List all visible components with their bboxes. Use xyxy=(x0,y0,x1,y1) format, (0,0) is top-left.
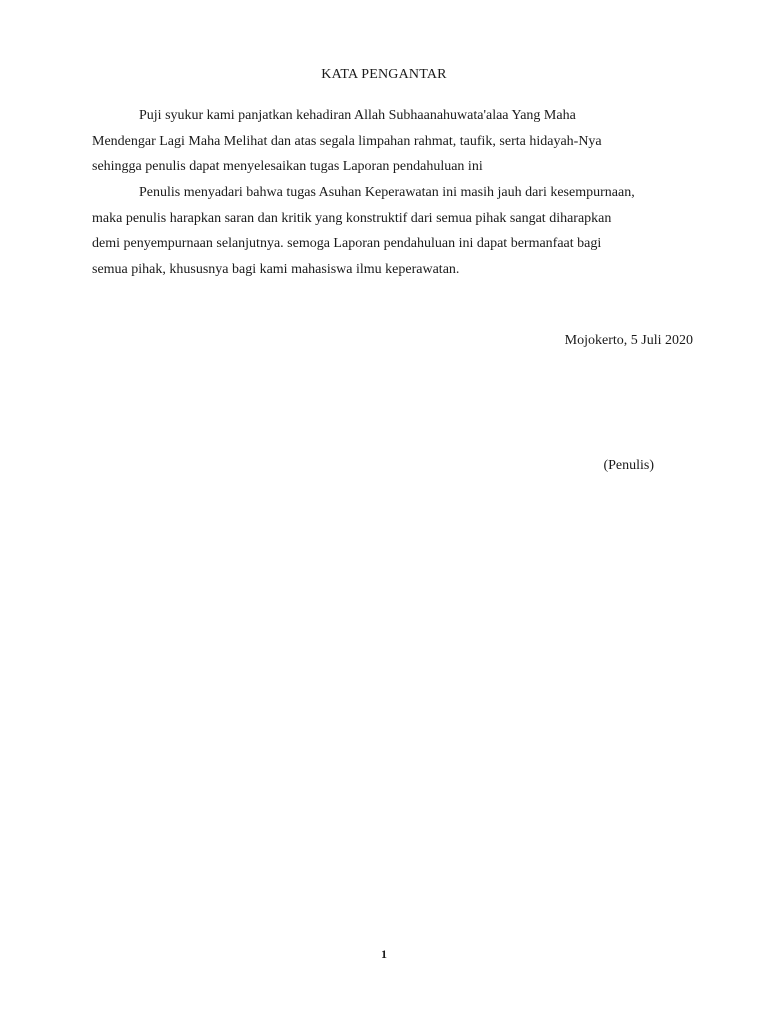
paragraph-line: Mendengar Lagi Maha Melihat dan atas segala limpahan rahmat, taufik, serta hidayah-Nya xyxy=(92,133,602,149)
page-number: 1 xyxy=(381,947,387,961)
paragraph-line: Penulis menyadari bahwa tugas Asuhan Keperawatan ini masih jauh dari kesempurnaan, xyxy=(139,185,635,200)
paragraph-acknowledgement xyxy=(92,180,696,282)
paragraph-gratitude xyxy=(92,103,696,180)
paragraph-line: sehingga penulis dapat menyelesaikan tugas Laporan pendahuluan ini xyxy=(92,159,483,174)
paragraph-line: demi penyempurnaan selanjutnya. semoga Laporan pendahuluan ini dapat bermanfaat bagi xyxy=(92,236,602,251)
page-title: KATA PENGANTAR xyxy=(321,67,447,82)
paragraph-line: Puji syukur kami panjatkan kehadiran Allah Subhaanahuwata'alaa Yang Maha xyxy=(139,108,576,123)
author-signature: (Penulis) xyxy=(603,458,654,473)
paragraph-line: maka penulis harapkan saran dan kritik yang konstruktif dari semua pihak sangat diharapkan xyxy=(92,210,612,226)
place-and-date: Mojokerto, 5 Juli 2020 xyxy=(564,333,693,348)
paragraph-line: semua pihak, khususnya bagi kami mahasiswa ilmu keperawatan. xyxy=(92,261,460,277)
